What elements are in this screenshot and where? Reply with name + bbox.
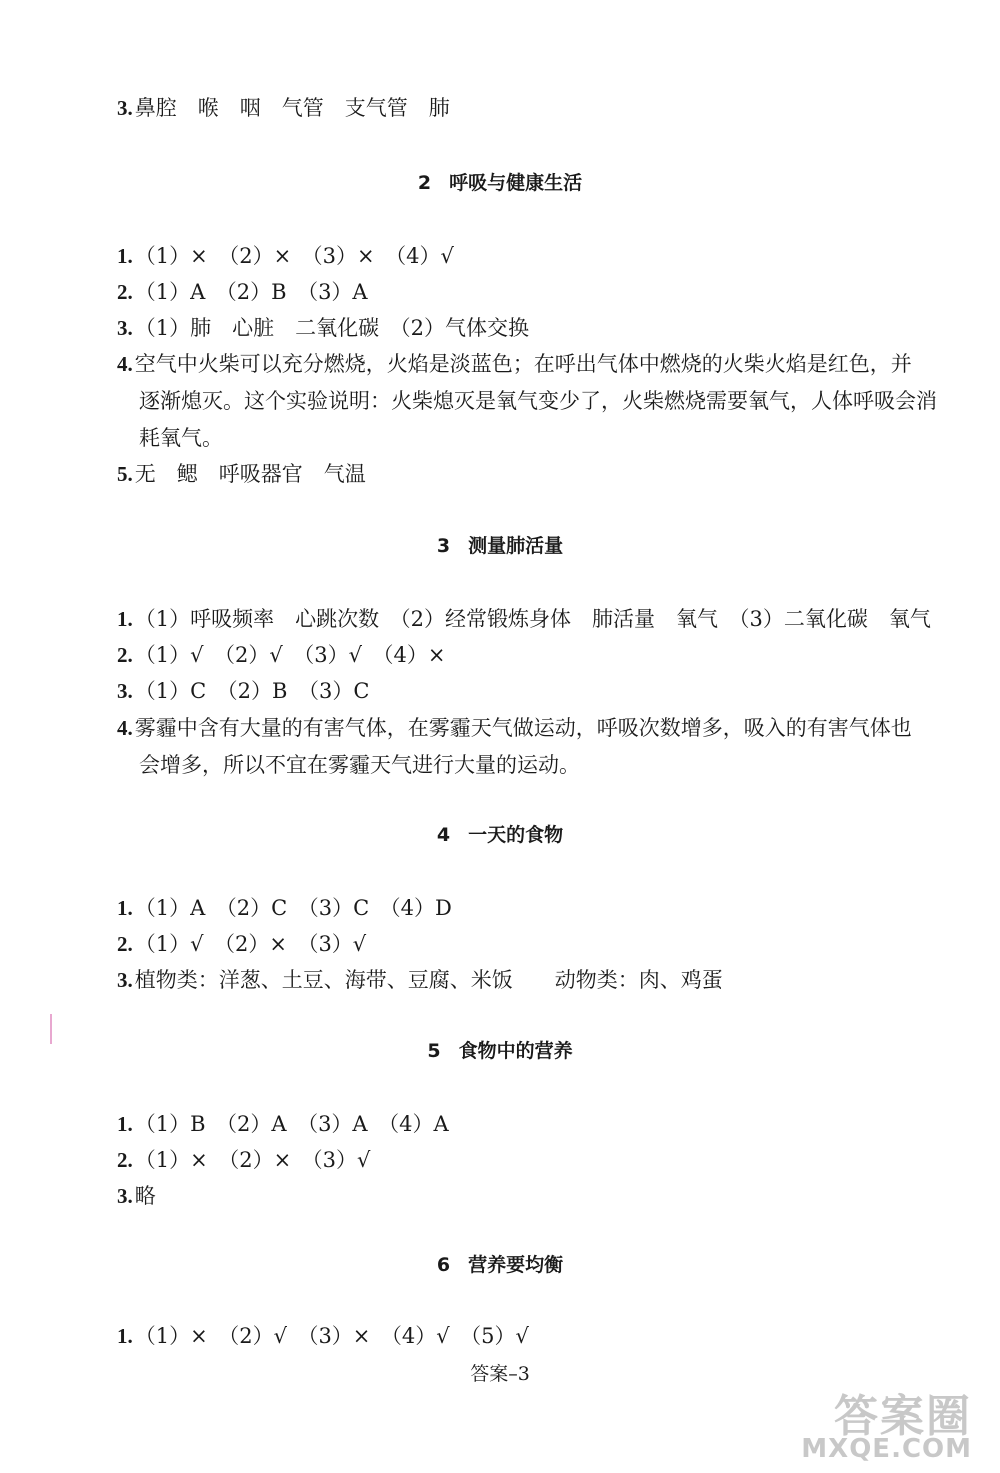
section-heading	[0, 531, 1000, 561]
item-number: 1.	[117, 244, 133, 268]
item-number: 1.	[117, 896, 133, 920]
item-text: （1）呼吸频率 心跳次数 （2）经常锻炼身体 肺活量 氧气 （3）二氧化碳 氧气	[134, 607, 931, 631]
watermark-logo	[732, 1380, 982, 1470]
item-text: 略	[134, 1184, 156, 1208]
item-text: 鼻腔 喉 咽 气管 支气管 肺	[134, 96, 450, 120]
item-number: 1.	[117, 607, 133, 631]
item-number: 4.	[117, 716, 133, 740]
watermark-top-text: 答案圈	[834, 1391, 972, 1442]
section-title: 食物中的营养	[458, 1040, 573, 1062]
answer-item	[117, 310, 947, 346]
section-title: 测量肺活量	[468, 535, 564, 557]
answer-item	[117, 1106, 947, 1142]
section-heading	[0, 168, 1000, 198]
section-heading	[0, 1036, 1000, 1066]
item-text: （1）√ （2）√ （3）√ （4）×	[134, 643, 446, 667]
item-number: 2.	[117, 1148, 133, 1172]
item-number: 2.	[117, 280, 133, 304]
section-number: 6	[436, 1254, 451, 1276]
item-text: 耗氧气。	[139, 426, 223, 450]
item-text: 逐渐熄灭。这个实验说明：火柴熄灭是氧气变少了，火柴燃烧需要氧气，人体呼吸会消	[139, 389, 937, 413]
item-text: （1）A （2）C （3）C （4）D	[134, 896, 452, 920]
item-number: 3.	[117, 1184, 133, 1208]
item-text: （1）× （2）× （3）√	[134, 1148, 371, 1172]
answer-item	[117, 1318, 947, 1354]
section-number: 3	[436, 535, 451, 557]
item-number: 5.	[117, 462, 133, 486]
page-number: 答案–3	[470, 1363, 530, 1385]
section-number: 4	[436, 824, 451, 846]
watermark-bottom-text: MXQE.COM	[801, 1434, 972, 1464]
section-number: 2	[417, 172, 432, 194]
item-number: 4.	[117, 352, 133, 376]
item-text: 雾霾中含有大量的有害气体，在雾霾天气做运动，呼吸次数增多，吸入的有害气体也	[134, 716, 912, 740]
item-text: （1）× （2）√ （3）× （4）√ （5）√	[134, 1324, 529, 1348]
item-text: 会增多，所以不宜在雾霾天气进行大量的运动。	[139, 753, 580, 777]
item-text: （1）× （2）× （3）× （4）√	[134, 244, 454, 268]
answer-item	[117, 601, 947, 637]
item-number: 2.	[117, 932, 133, 956]
item-number: 2.	[117, 643, 133, 667]
answer-item	[117, 346, 947, 382]
section-title: 呼吸与健康生活	[449, 172, 583, 194]
item-text: （1）肺 心脏 二氧化碳 （2）气体交换	[134, 316, 529, 340]
answer-item	[117, 274, 947, 310]
answer-item	[117, 90, 947, 126]
answer-item	[117, 710, 947, 746]
item-number: 3.	[117, 96, 133, 120]
item-text: （1）C （2）B （3）C	[134, 679, 370, 703]
answer-item	[117, 926, 947, 962]
section-title: 一天的食物	[468, 824, 564, 846]
item-number: 3.	[117, 316, 133, 340]
item-number: 1.	[117, 1112, 133, 1136]
section-number: 5	[427, 1040, 441, 1062]
answer-item	[117, 1178, 947, 1214]
item-text: （1）A （2）B （3）A	[134, 280, 368, 304]
answer-item	[117, 456, 947, 492]
section-heading	[0, 820, 1000, 850]
item-text: 空气中火柴可以充分燃烧，火焰是淡蓝色；在呼出气体中燃烧的火柴火焰是红色，并	[134, 352, 912, 376]
item-text: 植物类：洋葱、土豆、海带、豆腐、米饭 动物类：肉、鸡蛋	[134, 968, 723, 992]
answer-continuation	[139, 383, 969, 419]
item-number: 3.	[117, 968, 133, 992]
answer-continuation	[139, 747, 969, 783]
answer-item	[117, 962, 947, 998]
answer-item	[117, 637, 947, 673]
item-text: （1）B （2）A （3）A （4）A	[134, 1112, 449, 1136]
item-number: 3.	[117, 679, 133, 703]
item-text: 无 鳃 呼吸器官 气温	[134, 462, 366, 486]
item-number: 1.	[117, 1324, 133, 1348]
answer-item	[117, 238, 947, 274]
answer-continuation	[139, 420, 969, 456]
answer-item	[117, 1142, 947, 1178]
section-title: 营养要均衡	[468, 1254, 564, 1276]
item-text: （1）√ （2）× （3）√	[134, 932, 367, 956]
section-heading	[0, 1250, 1000, 1280]
answer-item	[117, 890, 947, 926]
answer-item	[117, 673, 947, 709]
